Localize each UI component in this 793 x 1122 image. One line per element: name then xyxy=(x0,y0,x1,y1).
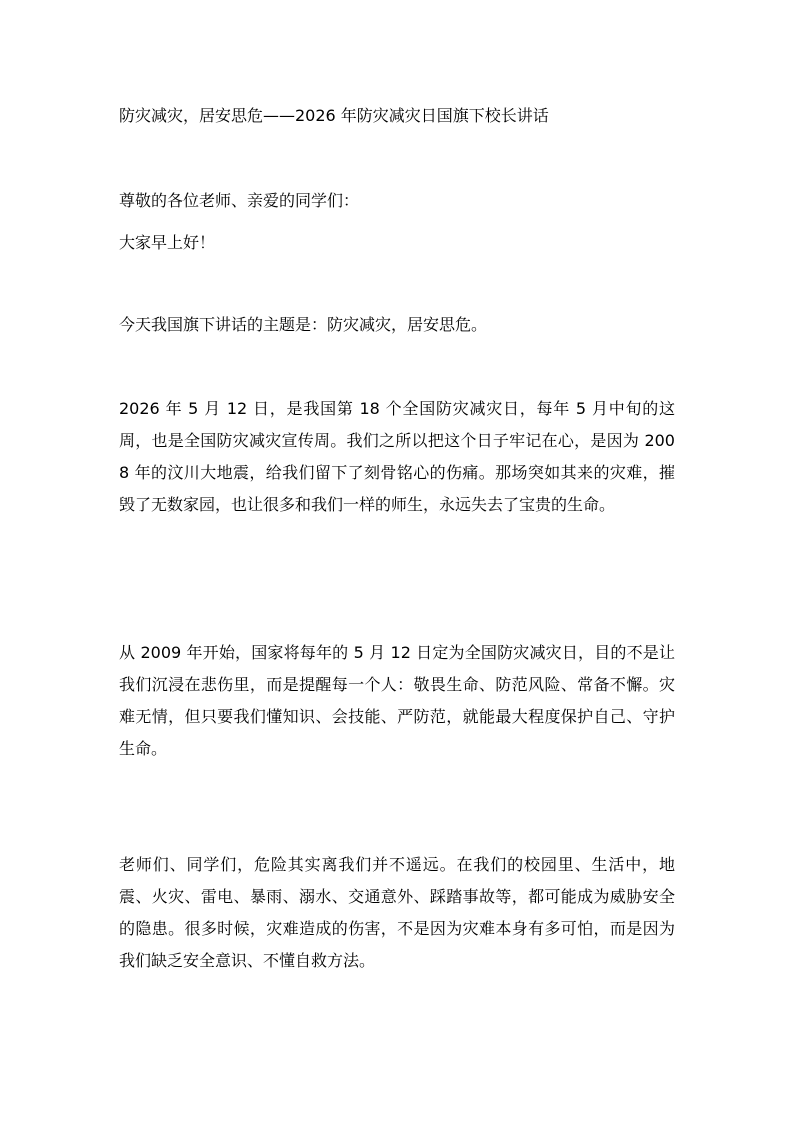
paragraph-purpose: 从 2009 年开始，国家将每年的 5 月 12 日定为全国防灾减灾日，目的不是让我们沉浸在悲伤里，而是提醒每一个人：敬畏生命、防范风险、常备不懈。灾难无情，但只要我们懂知识、会技能、严防范，就能最大程度保护自己、守护生命。 xyxy=(119,643,675,758)
paragraph-theme: 今天我国旗下讲话的主题是：防灾减灾，居安思危。 xyxy=(119,315,488,334)
speech-title: 防灾减灾，居安思危——2026 年防灾减灾日国旗下校长讲话 xyxy=(119,106,549,125)
paragraph-dangers: 老师们、同学们，危险其实离我们并不遥远。在我们的校园里、生活中，地震、火灾、雷电、暴雨、溺水、交通意外、踩踏事故等，都可能成为威胁安全的隐患。很多时候，灾难造成的伤害，不是因为灾难本身有多可怕，而是因为我们缺乏安全意识、不懂自救方法。 xyxy=(119,855,675,970)
greeting: 大家早上好！ xyxy=(119,233,216,252)
paragraph-history: 2026 年 5 月 12 日，是我国第 18 个全国防灾减灾日，每年 5 月中旬的这周，也是全国防灾减灾宣传周。我们之所以把这个日子牢记在心，是因为 2008 年的汶川大地震，给我们留下了刻骨铭心的伤痛。那场突如其来的灾难，摧毁了无数家园，也让很多和我们一样的师生，永远失去了宝贵的生命。 xyxy=(119,399,675,514)
salutation: 尊敬的各位老师、亲爱的同学们： xyxy=(119,191,360,210)
